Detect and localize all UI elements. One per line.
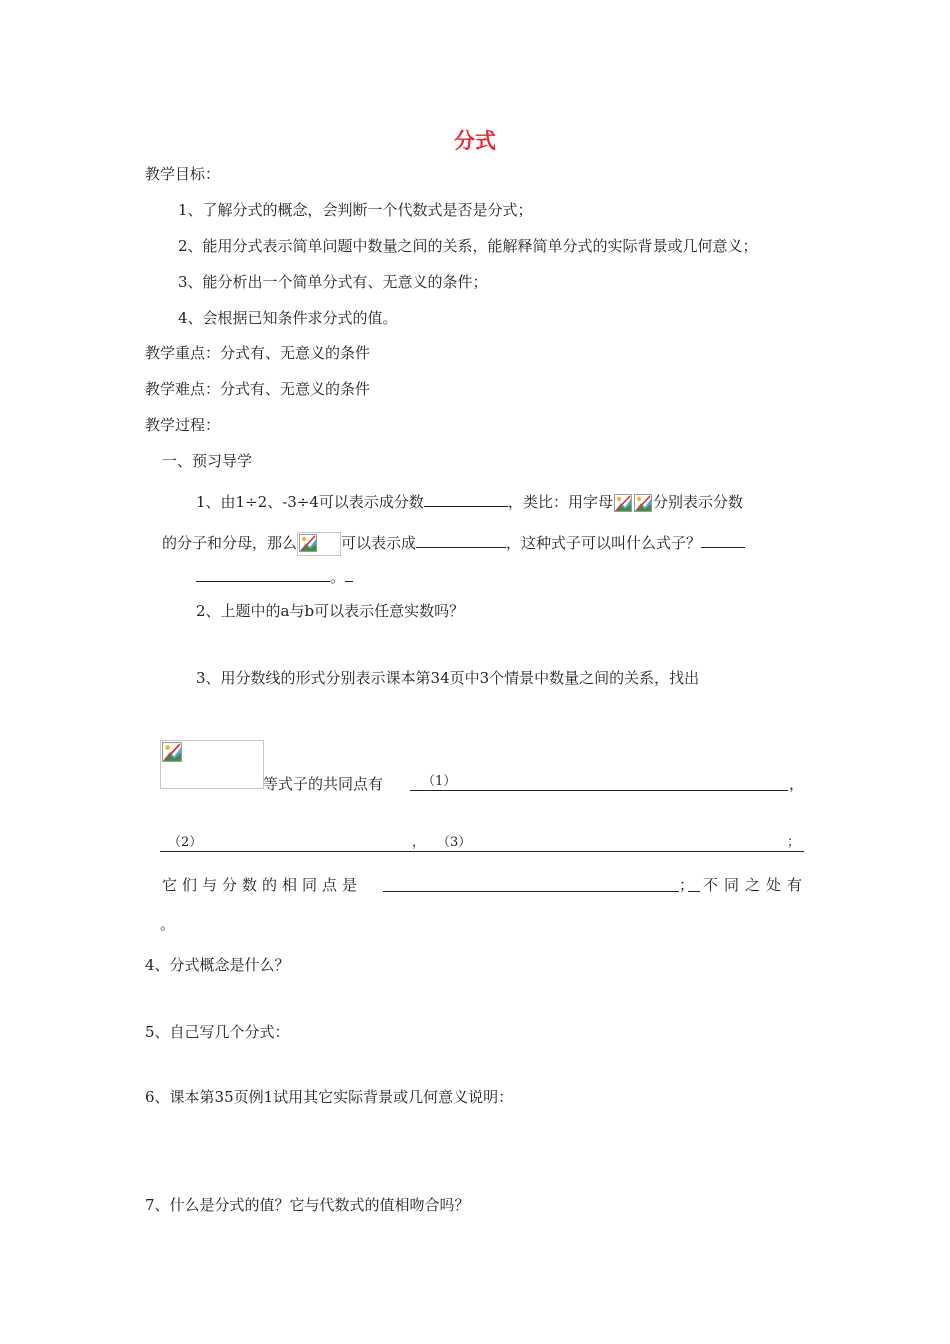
q1-text-c: 分别表示分数	[652, 493, 743, 511]
q3-label-3: （3）	[437, 835, 472, 850]
q3-line-4-sep: ；	[679, 876, 695, 894]
q3-line-4-lead: 它们与分数的相同点是	[162, 876, 363, 894]
broken-image-icon	[162, 742, 182, 762]
q3-blank-difference-start[interactable]	[688, 891, 700, 892]
q1-text-b: ，类比：用字母	[507, 493, 613, 511]
q1-blank-answer-start[interactable]	[701, 531, 745, 548]
section1-heading: 一、预习导学	[162, 452, 253, 470]
image-placeholder-icon	[613, 493, 633, 513]
process-heading: 教学过程：	[145, 416, 221, 434]
q1-text-e: 可以表示成	[341, 534, 417, 552]
goal-item-2: 2、能用分式表示简单问题中数量之间的关系，能解释简单分式的实际背景或几何意义；	[178, 237, 758, 255]
image-placeholder-icon	[297, 532, 341, 556]
question-1-line-3	[196, 565, 353, 587]
broken-image-icon	[614, 494, 632, 512]
q1-blank-expression[interactable]	[416, 531, 506, 548]
q3-label-2: （2）	[168, 835, 203, 850]
goal-item-4: 4、会根据已知条件求分式的值。	[178, 309, 398, 327]
q3-semicolon: ；	[787, 835, 801, 850]
question-5: 5、自己写几个分式：	[145, 1023, 290, 1041]
q3-comma: ，	[789, 775, 805, 793]
q3-blank-1[interactable]	[410, 790, 788, 791]
q3-end-mark: 。	[160, 915, 176, 933]
question-6: 6、课本第35页例1试用其它实际背景或几何意义说明：	[145, 1088, 514, 1106]
question-2: 2、上题中的a与b可以表示任意实数吗？	[196, 602, 465, 620]
question-1-line-2	[162, 531, 745, 556]
q3-comma-2: ，	[412, 835, 426, 850]
q3-blank-similarity[interactable]	[383, 891, 679, 892]
q1-blank-fraction[interactable]	[424, 490, 508, 507]
q3-line-4-tail: 不同之处有	[703, 876, 809, 894]
broken-image-icon	[634, 494, 652, 512]
broken-image-icon	[299, 534, 317, 552]
page-title: 分式	[454, 129, 496, 153]
key-point: 教学重点：分式有、无意义的条件	[145, 344, 371, 362]
question-4: 4、分式概念是什么？	[145, 956, 290, 974]
goal-item-1: 1、了解分式的概念，会判断一个代数式是否是分式；	[178, 201, 533, 219]
q1-text-a: 1、由1÷2、-3÷4可以表示成分数	[196, 493, 424, 511]
image-placeholder-icon	[160, 740, 264, 789]
question-1-line-1	[196, 490, 743, 513]
q3-label-1: （1）	[422, 774, 457, 789]
image-placeholder-icon	[633, 493, 653, 513]
q1-blank-tail	[345, 565, 353, 582]
difficult-point: 教学难点：分式有、无意义的条件	[145, 380, 371, 398]
q1-end-mark: 。	[330, 568, 346, 586]
question-7: 7、什么是分式的值？它与代数式的值相吻合吗？	[145, 1196, 470, 1214]
goals-heading: 教学目标：	[145, 165, 221, 183]
q3-line-2-lead: 等式子的共同点有	[263, 775, 384, 793]
goal-item-3: 3、能分析出一个简单分式有、无意义的条件；	[178, 273, 488, 291]
question-3-line-1: 3、用分数线的形式分别表示课本第34页中3个情景中数量之间的关系，找出	[196, 669, 700, 687]
q1-text-f: ，这种式子可以叫什么式子？	[506, 534, 702, 552]
q3-blank-2-3[interactable]	[160, 851, 804, 852]
q1-text-d: 的分子和分母，那么	[162, 534, 298, 552]
q1-blank-answer-end[interactable]	[196, 565, 330, 582]
